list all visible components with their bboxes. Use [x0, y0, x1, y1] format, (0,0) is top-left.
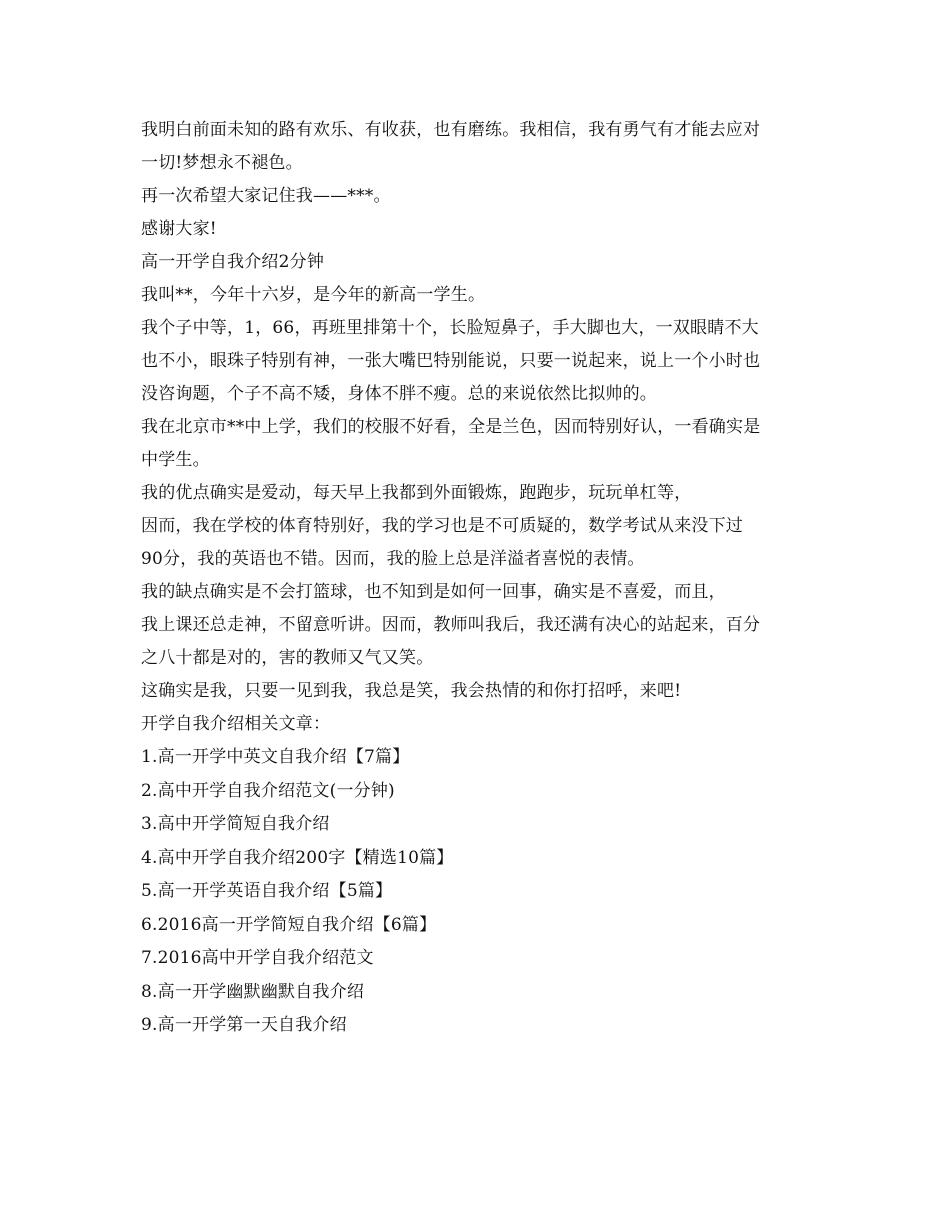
closing-paragraph — [141, 114, 813, 180]
text-line: 一切!梦想永不褪色。 — [141, 153, 303, 173]
related-articles-heading: 开学自我介绍相关文章： — [141, 714, 331, 734]
related-article-link[interactable]: 3.高中开学简短自我介绍 — [141, 814, 330, 834]
text-line: 我的缺点确实是不会打篮球，也不知到是如何一回事，确实是不喜爱，而且， — [141, 582, 726, 602]
greeting-line: 这确实是我，只要一见到我，我总是笑，我会热情的和你打招呼，来吧! — [141, 681, 682, 701]
related-article-link[interactable]: 7.2016高中开学自我介绍范文 — [141, 948, 374, 968]
section-title: 高一开学自我介绍2分钟 — [141, 252, 325, 272]
text-line: 90分，我的英语也不错。因而，我的脸上总是洋溢者喜悦的表情。 — [141, 549, 645, 569]
related-article-link[interactable]: 6.2016高一开学简短自我介绍【6篇】 — [141, 914, 437, 935]
related-article-link[interactable]: 5.高一开学英语自我介绍【5篇】 — [141, 881, 393, 901]
text-line: 没咨询题，个子不高不矮，身体不胖不瘦。总的来说依然比拟帅的。 — [141, 384, 657, 404]
text-line: 也不小，眼珠子特别有神，一张大嘴巴特别能说，只要一说起来，说上一个小时也 — [141, 351, 761, 371]
intro-line: 我叫**，今年十六岁，是今年的新高一学生。 — [141, 285, 486, 305]
text-line: 我在北京市**中上学，我们的校服不好看，全是兰色，因而特别好认，一看确实是 — [141, 417, 761, 437]
appearance-paragraph — [141, 312, 813, 411]
text-line: 因而，我在学校的体育特别好，我的学习也是不可质疑的，数学考试从来没下过 — [141, 516, 743, 536]
thanks-line: 感谢大家! — [141, 219, 217, 239]
weakness-paragraph — [141, 576, 813, 675]
school-paragraph — [141, 411, 813, 477]
text-line: 我明白前面未知的路有欢乐、有收获，也有磨练。我相信，我有勇气有才能去应对 — [141, 120, 761, 140]
remember-line: 再一次希望大家记住我——***。 — [141, 186, 391, 206]
related-article-link[interactable]: 4.高中开学自我介绍200字【精选10篇】 — [141, 847, 454, 868]
related-article-link[interactable]: 1.高一开学中英文自我介绍【7篇】 — [141, 747, 410, 767]
related-article-link[interactable]: 2.高中开学自我介绍范文(一分钟) — [141, 780, 395, 801]
related-article-link[interactable]: 8.高一开学幽默幽默自我介绍 — [141, 981, 365, 1002]
text-line: 我的优点确实是爱动，每天早上我都到外面锻炼，跑跑步，玩玩单杠等， — [141, 483, 692, 503]
strengths-paragraph — [141, 477, 813, 576]
text-line: 中学生。 — [141, 450, 210, 470]
text-line: 我上课还总走神，不留意听讲。因而，教师叫我后，我还满有决心的站起来，百分 — [141, 615, 761, 635]
text-line: 之八十都是对的，害的教师又气又笑。 — [141, 648, 434, 668]
document-page — [141, 114, 813, 1043]
related-article-link[interactable]: 9.高一开学第一天自我介绍 — [141, 1015, 347, 1035]
text-line: 我个子中等，1，66，再班里排第十个，长脸短鼻子，手大脚也大，一双眼睛不大 — [141, 318, 759, 338]
related-articles-list — [141, 741, 813, 1043]
